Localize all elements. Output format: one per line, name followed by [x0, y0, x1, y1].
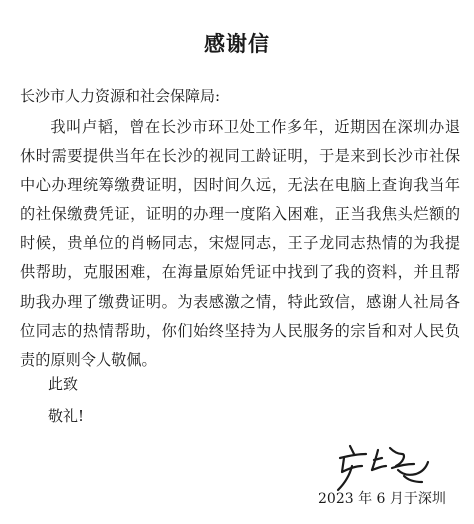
closing-line-2: 敬礼!	[48, 407, 85, 425]
letter-date: 2023 年 6 月于深圳	[318, 491, 446, 507]
closing-line-1: 此致	[48, 375, 79, 393]
letter-salutation: 长沙市人力资源和社会保障局:	[20, 87, 221, 105]
handwritten-signature	[332, 440, 444, 494]
letter-title: 感谢信	[204, 32, 270, 56]
letter-body: 我叫卢韬，曾在长沙市环卫处工作多年，近期因在深圳办退休时需要提供当年在长沙的视同工龄证明，于是来到长沙市社保中心办理统筹缴费证明，因时间久远，无法在电脑上查询我当年的社保缴费凭证，证明的办理一度陷入困难，正当我焦头烂额的时候，贵单位的肖畅同志，宋煜同志，王子龙同志热情的为我提供帮助，克服困难，在海量原始凭证中找到了我的资料，并且帮助我办理了缴费证明。为表感激之情，特此致信，感谢人社局各位同志的热情帮助，你们始终坚持为人民服务的宗旨和对人民负责的原则令人敬佩。	[20, 118, 460, 369]
